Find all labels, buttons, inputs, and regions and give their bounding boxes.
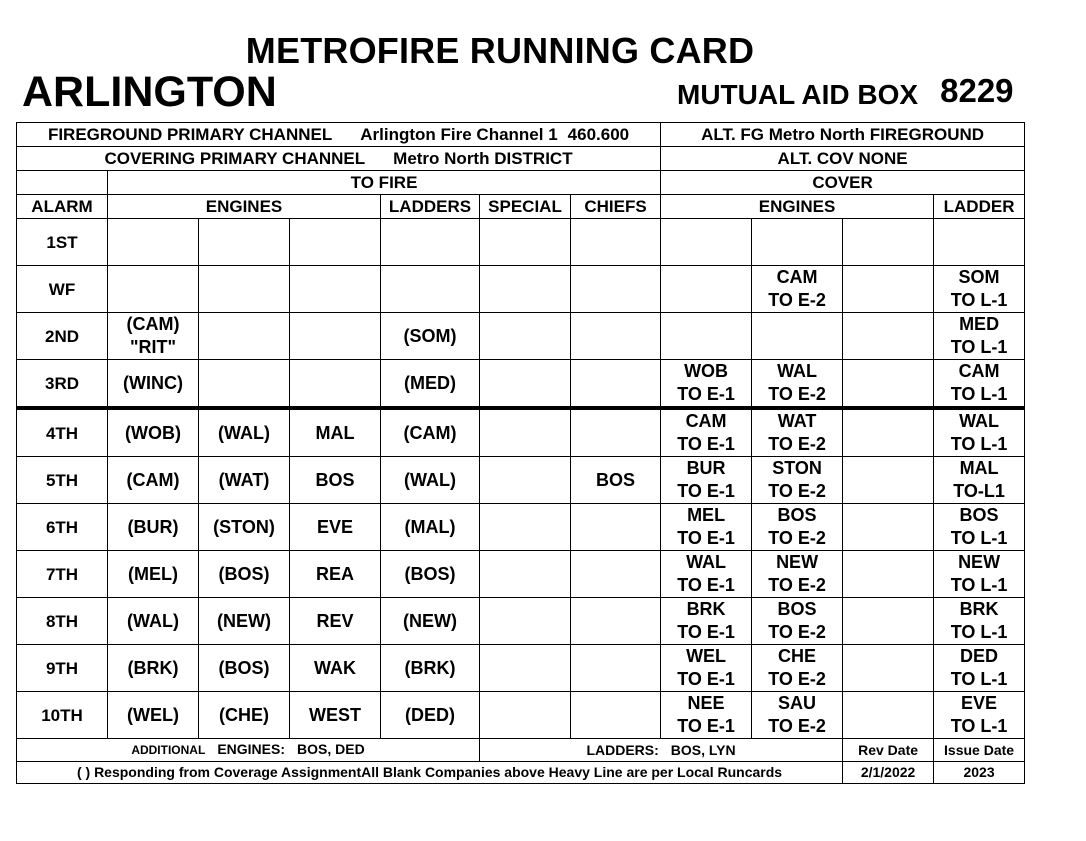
cover-engine-cell xyxy=(752,219,843,266)
covering-label: COVERING PRIMARY CHANNEL xyxy=(104,149,366,168)
alarm-row xyxy=(17,504,1025,551)
engine-cell: (CHE) xyxy=(199,692,290,739)
cover-company: MEL xyxy=(687,505,726,525)
issue-date-label: Issue Date xyxy=(934,739,1025,762)
chief-cell xyxy=(571,551,661,598)
special-cell xyxy=(480,598,571,645)
cover-assignment: TO E-1 xyxy=(677,528,735,548)
engine-cell xyxy=(290,266,381,313)
cover-engine-cell xyxy=(752,266,843,313)
cover-ladder-cell xyxy=(934,219,1025,266)
cover-ladder-header: LADDER xyxy=(934,195,1025,219)
engine-cell xyxy=(108,219,199,266)
special-cell xyxy=(480,266,571,313)
cover-engine-cell xyxy=(661,266,752,313)
rev-date-label: Rev Date xyxy=(843,739,934,762)
cover-engine-cell xyxy=(843,266,934,313)
special-cell xyxy=(480,313,571,360)
alarm-row xyxy=(17,551,1025,598)
ladder-cell: (CAM) xyxy=(381,408,480,457)
cover-engine-cell xyxy=(752,408,843,457)
special-header: SPECIAL xyxy=(480,195,571,219)
engine-cell xyxy=(199,266,290,313)
cover-engine-cell xyxy=(752,551,843,598)
cover-engine-cell xyxy=(661,408,752,457)
alarm-cell: 7TH xyxy=(17,551,108,598)
additional-label: ADDITIONAL xyxy=(131,743,206,757)
engines-header: ENGINES xyxy=(108,195,381,219)
cover-company: NEE xyxy=(687,693,725,713)
engine-cell xyxy=(290,219,381,266)
engine-cell xyxy=(290,360,381,409)
cover-company: WAL xyxy=(686,552,727,572)
special-cell xyxy=(480,408,571,457)
cover-company: MED xyxy=(959,314,1000,334)
cover-assignment: TO L-1 xyxy=(950,622,1008,642)
cover-assignment: TO-L1 xyxy=(953,481,1005,501)
group-header-row xyxy=(17,171,1025,195)
cover-assignment: TO E-1 xyxy=(677,575,735,595)
cover-company: BOS xyxy=(777,599,817,619)
cover-assignment: TO E-2 xyxy=(768,434,826,454)
cover-header: COVER xyxy=(661,171,1025,195)
fireground-value: Arlington Fire Channel 1 xyxy=(360,125,558,144)
engine-cell: (STON) xyxy=(199,504,290,551)
cover-company: CAM xyxy=(685,411,727,431)
engine-cell: (BUR) xyxy=(108,504,199,551)
cover-assignment: TO E-1 xyxy=(677,434,735,454)
cover-engine-cell xyxy=(661,360,752,409)
alarm-header: ALARM xyxy=(17,195,108,219)
chief-cell xyxy=(571,360,661,409)
cover-ladder-cell xyxy=(934,598,1025,645)
cover-assignment: TO E-1 xyxy=(677,622,735,642)
engine-cell xyxy=(199,219,290,266)
engine-cell: (NEW) xyxy=(199,598,290,645)
engine-cell xyxy=(290,313,381,360)
chief-cell xyxy=(571,219,661,266)
special-cell xyxy=(480,692,571,739)
cover-company: STON xyxy=(772,458,822,478)
engine-cell xyxy=(108,313,199,360)
rev-date-value: 2/1/2022 xyxy=(843,762,934,784)
cover-company: WOB xyxy=(684,361,729,381)
cover-company: SOM xyxy=(958,267,1000,287)
engine-cell: WEST xyxy=(290,692,381,739)
alt-fg-cell: ALT. FG Metro North FIREGROUND xyxy=(661,123,1025,147)
alarm-cell: 9TH xyxy=(17,645,108,692)
ladder-cell: (MAL) xyxy=(381,504,480,551)
running-card-table xyxy=(16,122,1025,784)
special-cell xyxy=(480,551,571,598)
fireground-channel-row xyxy=(17,123,1025,147)
alarm-cell: WF xyxy=(17,266,108,313)
cover-engine-cell xyxy=(752,504,843,551)
chief-cell xyxy=(571,313,661,360)
cover-assignment: TO L-1 xyxy=(950,575,1008,595)
cover-assignment: TO E-1 xyxy=(677,384,735,404)
engine-cell: (WAL) xyxy=(108,598,199,645)
cover-assignment: TO E-2 xyxy=(768,528,826,548)
cover-engine-cell xyxy=(752,457,843,504)
cover-assignment: TO E-1 xyxy=(677,716,735,736)
column-header-row xyxy=(17,195,1025,219)
cover-engine-cell xyxy=(843,692,934,739)
cover-engine-cell xyxy=(661,504,752,551)
cover-engine-cell xyxy=(843,598,934,645)
cover-company: EVE xyxy=(961,693,998,713)
cover-engine-cell xyxy=(843,504,934,551)
engine-cell: REA xyxy=(290,551,381,598)
engine-cell xyxy=(108,266,199,313)
additional-ladders-label: LADDERS: xyxy=(586,741,659,758)
cover-company: BRK xyxy=(686,599,726,619)
cover-engine-cell xyxy=(661,598,752,645)
fireground-freq: 460.600 xyxy=(567,125,630,144)
engine-cell: (WINC) xyxy=(108,360,199,409)
engine-cell: (BRK) xyxy=(108,645,199,692)
group-header-blank xyxy=(17,171,108,195)
alarm-row xyxy=(17,219,1025,266)
engine-cell: (CAM) xyxy=(108,457,199,504)
covering-channel-cell xyxy=(17,147,661,171)
ladder-cell xyxy=(381,219,480,266)
cover-assignment: TO E-2 xyxy=(768,481,826,501)
engine-cell: WAK xyxy=(290,645,381,692)
alarm-cell: 3RD xyxy=(17,360,108,409)
additional-ladders-cell xyxy=(480,739,843,762)
cover-company: NEW xyxy=(958,552,1001,572)
cover-assignment: TO E-2 xyxy=(768,716,826,736)
cover-engine-cell xyxy=(843,360,934,409)
chiefs-header: CHIEFS xyxy=(571,195,661,219)
box-info xyxy=(677,74,1014,112)
cover-engine-cell xyxy=(752,360,843,409)
cover-company: CAM xyxy=(776,267,818,287)
cover-assignment: TO E-2 xyxy=(768,622,826,642)
cover-assignment: TO L-1 xyxy=(950,528,1008,548)
cover-engine-cell xyxy=(843,219,934,266)
cover-ladder-cell xyxy=(934,692,1025,739)
cover-engine-cell xyxy=(843,551,934,598)
cover-engine-cell xyxy=(843,457,934,504)
engine-cell: (BOS) xyxy=(199,645,290,692)
special-cell xyxy=(480,645,571,692)
alarm-cell: 10TH xyxy=(17,692,108,739)
chief-cell xyxy=(571,692,661,739)
cover-engine-cell xyxy=(752,692,843,739)
chief-cell xyxy=(571,266,661,313)
ladder-cell xyxy=(381,266,480,313)
cover-engine-cell xyxy=(661,313,752,360)
covering-value: Metro North DISTRICT xyxy=(393,149,573,168)
card-title: METROFIRE RUNNING CARD xyxy=(245,30,755,71)
alarm-row xyxy=(17,360,1025,409)
engine-cell: (WOB) xyxy=(108,408,199,457)
chief-cell xyxy=(571,598,661,645)
box-number: 8229 xyxy=(940,72,1014,109)
ladder-cell: (NEW) xyxy=(381,598,480,645)
cover-engine-cell xyxy=(843,645,934,692)
alarm-row xyxy=(17,645,1025,692)
alarm-row xyxy=(17,313,1025,360)
cover-engine-cell xyxy=(752,598,843,645)
cover-company: WAL xyxy=(777,361,818,381)
cover-company: MAL xyxy=(959,458,999,478)
engine-company: (CAM) xyxy=(126,314,180,334)
special-cell xyxy=(480,360,571,409)
engine-cell: (WAL) xyxy=(199,408,290,457)
cover-company: BOS xyxy=(777,505,817,525)
to-fire-header: TO FIRE xyxy=(108,171,661,195)
cover-assignment: TO E-1 xyxy=(677,481,735,501)
chief-cell xyxy=(571,408,661,457)
town-name: ARLINGTON xyxy=(22,68,277,116)
cover-assignment: TO E-2 xyxy=(768,575,826,595)
cover-company: SAU xyxy=(778,693,817,713)
cover-ladder-cell xyxy=(934,408,1025,457)
cover-engine-cell xyxy=(661,457,752,504)
ladder-cell: (MED) xyxy=(381,360,480,409)
cover-engine-cell xyxy=(752,313,843,360)
cover-ladder-cell xyxy=(934,266,1025,313)
additional-engines-cell xyxy=(17,739,480,762)
chief-cell: BOS xyxy=(571,457,661,504)
cover-assignment: TO L-1 xyxy=(950,434,1008,454)
alarm-row xyxy=(17,408,1025,457)
alarm-row xyxy=(17,457,1025,504)
special-cell xyxy=(480,457,571,504)
cover-assignment: TO E-1 xyxy=(677,669,735,689)
cover-assignment: TO L-1 xyxy=(950,290,1008,310)
engine-cell: (WAT) xyxy=(199,457,290,504)
cover-engine-cell xyxy=(752,645,843,692)
engine-cell: BOS xyxy=(290,457,381,504)
alarm-row xyxy=(17,598,1025,645)
ladder-cell: (BRK) xyxy=(381,645,480,692)
cover-company: CAM xyxy=(958,361,1000,381)
cover-company: WEL xyxy=(686,646,727,666)
cover-ladder-cell xyxy=(934,360,1025,409)
cover-company: DED xyxy=(960,646,999,666)
fireground-channel-cell xyxy=(17,123,661,147)
alarm-cell: 2ND xyxy=(17,313,108,360)
additional-engines-label: ENGINES: xyxy=(217,741,285,757)
covering-channel-row xyxy=(17,147,1025,171)
engine-cell: (MEL) xyxy=(108,551,199,598)
box-label: MUTUAL AID BOX xyxy=(677,79,919,110)
cover-assignment: TO L-1 xyxy=(950,384,1008,404)
special-cell xyxy=(480,504,571,551)
rit-label: "RIT" xyxy=(129,337,177,357)
cover-assignment: TO E-2 xyxy=(768,290,826,310)
cover-engine-cell xyxy=(661,551,752,598)
engine-cell xyxy=(199,313,290,360)
cover-assignment: TO E-2 xyxy=(768,669,826,689)
cover-assignment: TO L-1 xyxy=(950,669,1008,689)
cover-company: WAL xyxy=(959,411,1000,431)
note-row xyxy=(17,762,1025,784)
cover-company: BRK xyxy=(959,599,999,619)
ladders-header: LADDERS xyxy=(381,195,480,219)
ladder-cell: (SOM) xyxy=(381,313,480,360)
alt-cov-cell: ALT. COV NONE xyxy=(661,147,1025,171)
ladder-cell: (DED) xyxy=(381,692,480,739)
alarm-row xyxy=(17,266,1025,313)
cover-engine-cell xyxy=(661,692,752,739)
cover-engine-cell xyxy=(843,408,934,457)
special-cell xyxy=(480,219,571,266)
alarm-cell: 1ST xyxy=(17,219,108,266)
alarm-cell: 4TH xyxy=(17,408,108,457)
cover-assignment: TO L-1 xyxy=(950,337,1008,357)
cover-engine-cell xyxy=(661,219,752,266)
alarm-row xyxy=(17,692,1025,739)
engine-cell: EVE xyxy=(290,504,381,551)
additional-ladders-value: BOS, LYN xyxy=(670,741,736,758)
cover-company: NEW xyxy=(776,552,819,572)
engine-cell: (BOS) xyxy=(199,551,290,598)
issue-date-value: 2023 xyxy=(934,762,1025,784)
engine-cell: MAL xyxy=(290,408,381,457)
cover-company: CHE xyxy=(778,646,817,666)
ladder-cell: (BOS) xyxy=(381,551,480,598)
cover-ladder-cell xyxy=(934,313,1025,360)
alarm-cell: 6TH xyxy=(17,504,108,551)
alarm-cell: 8TH xyxy=(17,598,108,645)
engine-cell: (WEL) xyxy=(108,692,199,739)
chief-cell xyxy=(571,504,661,551)
additional-row xyxy=(17,739,1025,762)
cover-assignment: TO E-2 xyxy=(768,384,826,404)
cover-ladder-cell xyxy=(934,551,1025,598)
cover-company: BOS xyxy=(959,505,999,525)
cover-engine-cell xyxy=(843,313,934,360)
ladder-cell: (WAL) xyxy=(381,457,480,504)
chief-cell xyxy=(571,645,661,692)
cover-engine-cell xyxy=(661,645,752,692)
additional-engines-value: BOS, DED xyxy=(297,741,365,757)
cover-ladder-cell xyxy=(934,504,1025,551)
cover-company: BUR xyxy=(686,458,726,478)
alarm-cell: 5TH xyxy=(17,457,108,504)
cover-engines-header: ENGINES xyxy=(661,195,934,219)
fireground-label: FIREGROUND PRIMARY CHANNEL xyxy=(47,125,333,144)
cover-assignment: TO L-1 xyxy=(950,716,1008,736)
footnote: ( ) Responding from Coverage AssignmentAll Blank Companies above Heavy Line are per Local Runcards xyxy=(17,762,843,784)
cover-company: WAT xyxy=(777,411,817,431)
engine-cell xyxy=(199,360,290,409)
engine-cell: REV xyxy=(290,598,381,645)
cover-ladder-cell xyxy=(934,645,1025,692)
cover-ladder-cell xyxy=(934,457,1025,504)
